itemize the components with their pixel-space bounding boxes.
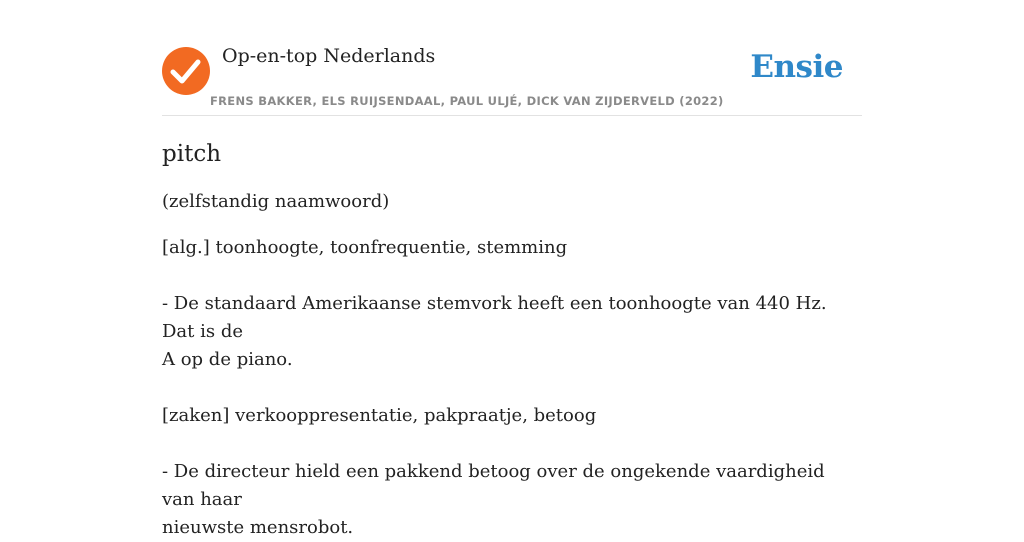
spacer [162,262,862,290]
checkmark-logo-icon [162,47,210,95]
headword: pitch [162,141,222,167]
sense-example: - De standaard Amerikaanse stemvork heeft een toonhoogte van 440 Hz. Dat is de [162,293,827,342]
ensie-brand-logo[interactable]: Ensie [750,49,843,85]
sense-example: nieuwste mensrobot. [162,517,354,538]
sense-definition: [alg.] toonhoogte, toonfrequentie, stemming [162,237,568,258]
source-title[interactable]: Op-en-top Nederlands [222,45,436,67]
spacer [162,374,862,402]
header-divider [162,115,862,116]
spacer [162,430,862,458]
part-of-speech: (zelfstandig naamwoord) [162,191,390,212]
source-authors: FRENS BAKKER, ELS RUIJSENDAAL, PAUL ULJÉ, DICK VAN ZIJDERVELD (2022) [210,94,724,108]
entry-card [162,0,862,538]
sense-definition: [zaken] verkooppresentatie, pakpraatje, betoog [162,405,597,426]
dictionary-entry [162,138,862,542]
sense-example: A op de piano. [162,349,293,370]
sense-example: - De directeur hield een pakkend betoog over de ongekende vaardigheid van haar [162,461,825,510]
